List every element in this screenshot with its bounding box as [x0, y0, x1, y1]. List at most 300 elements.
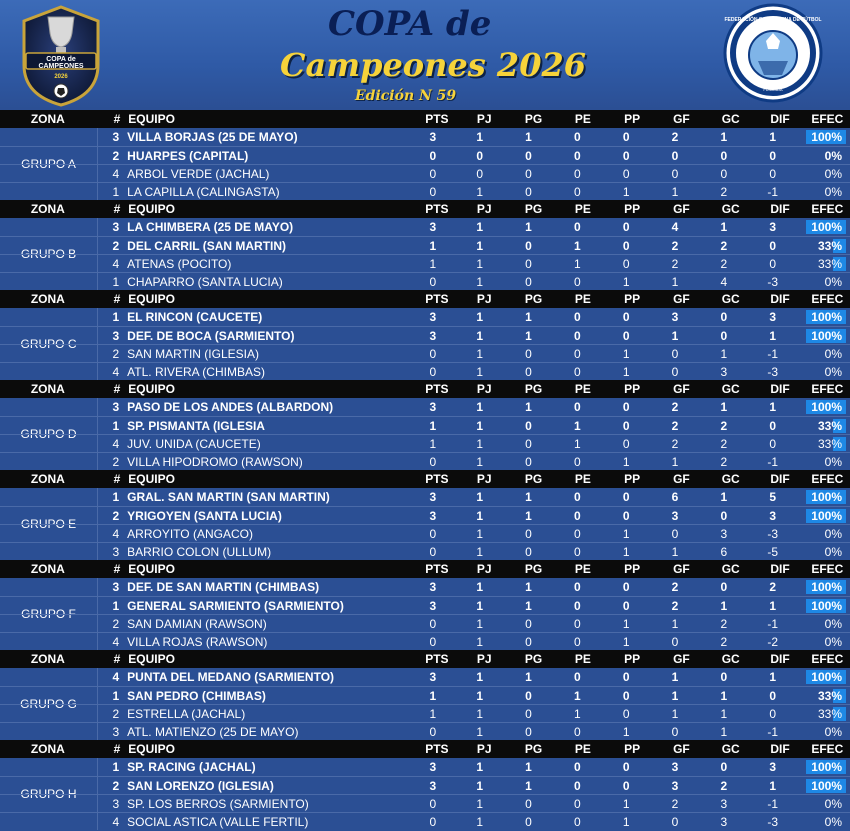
cell-pe: 1 — [574, 437, 581, 451]
cell-gc: 1 — [720, 347, 728, 361]
cell-pp: 0 — [622, 779, 630, 793]
cell-pg: 0 — [525, 707, 532, 721]
col-header-num: # — [113, 112, 121, 126]
group-block — [0, 560, 850, 650]
efec-value: 100% — [811, 580, 842, 594]
cell-pp: 1 — [622, 275, 630, 289]
cell-pts: 3 — [429, 400, 437, 414]
cell-pg: 1 — [525, 490, 532, 504]
cell-gf: 0 — [671, 167, 679, 181]
col-header-gc: GC — [721, 562, 740, 576]
team-name: DEL CARRIL (SAN MARTIN) — [127, 239, 287, 253]
col-header-efec: EFEC — [811, 202, 844, 216]
efec-value: 0% — [824, 347, 842, 361]
cell-pts: 0 — [429, 149, 437, 163]
cell-pts: 0 — [429, 797, 437, 811]
group-block — [0, 110, 850, 200]
col-header-pp: PP — [624, 112, 641, 126]
cell-pp: 1 — [622, 617, 630, 631]
efec-value: 33% — [817, 437, 842, 451]
cell-pts: 3 — [429, 329, 437, 343]
team-name: ARROYITO (ANGACO) — [127, 527, 253, 541]
table-header-row — [0, 650, 850, 668]
table-row — [0, 398, 850, 416]
cell-pp: 1 — [622, 365, 630, 379]
col-header-pts: PTS — [425, 472, 449, 486]
cell-pg: 0 — [525, 617, 532, 631]
cell-pts: 1 — [429, 257, 437, 271]
cell-dif: 1 — [769, 670, 776, 684]
cell-gf: 4 — [671, 220, 679, 234]
col-header-gc: GC — [721, 112, 740, 126]
cell-efec — [797, 758, 850, 776]
table-row — [0, 596, 850, 615]
cell-pj: 1 — [476, 239, 484, 253]
col-header-gf: GF — [673, 562, 690, 576]
col-header-pe: PE — [574, 652, 591, 666]
cell-dif: 1 — [769, 130, 776, 144]
cell-pts: 1 — [429, 689, 437, 703]
cell-pg: 0 — [525, 347, 532, 361]
team-name: EL RINCON (CAUCETE) — [127, 310, 263, 324]
cell-gf: 6 — [671, 490, 679, 504]
col-header-equipo: EQUIPO — [128, 562, 175, 576]
cell-gc: 0 — [720, 760, 728, 774]
col-header-gc: GC — [721, 472, 740, 486]
efec-value: 100% — [811, 310, 842, 324]
cell-dif: 0 — [769, 437, 776, 451]
cell-dif: -1 — [767, 185, 778, 199]
col-header-pj: PJ — [476, 742, 492, 756]
svg-text:FEDERACIÓN SANJUANINA DE FÚTBO: FEDERACIÓN SANJUANINA DE FÚTBOL — [724, 17, 822, 23]
efec-value: 100% — [811, 670, 842, 684]
cell-pg: 1 — [525, 400, 532, 414]
team-name: PASO DE LOS ANDES (ALBARDON) — [127, 400, 334, 414]
row-num: 4 — [112, 167, 120, 181]
col-header-pts: PTS — [425, 112, 449, 126]
team-name: DEF. DE SAN MARTIN (CHIMBAS) — [127, 580, 320, 594]
group-name: GRUPO D — [0, 398, 98, 470]
table-row — [0, 686, 850, 705]
cell-pts: 1 — [429, 707, 437, 721]
col-header-pg: PG — [524, 292, 543, 306]
cell-pj: 1 — [476, 670, 484, 684]
cell-pg: 1 — [525, 329, 532, 343]
cell-pj: 1 — [476, 329, 484, 343]
cell-pg: 1 — [525, 760, 532, 774]
col-header-gc: GC — [721, 652, 740, 666]
efec-value: 100% — [811, 220, 842, 234]
cell-pp: 0 — [622, 329, 630, 343]
group-name: GRUPO E — [0, 488, 98, 560]
cell-pg: 0 — [525, 797, 532, 811]
cell-efec — [797, 128, 850, 146]
cell-gc: 1 — [720, 599, 728, 613]
cell-efec — [797, 687, 850, 705]
cell-gf: 2 — [671, 130, 679, 144]
table-row — [0, 254, 850, 273]
col-header-dif: DIF — [770, 292, 790, 306]
table-row — [0, 434, 850, 453]
col-header-num: # — [113, 472, 121, 486]
copa-de-campeones-logo — [18, 3, 104, 107]
row-num: 4 — [112, 365, 120, 379]
cell-dif: 0 — [769, 149, 776, 163]
cell-gc: 1 — [720, 725, 728, 739]
cell-pj: 1 — [476, 419, 484, 433]
col-header-zona: ZONA — [30, 742, 65, 756]
cell-pe: 0 — [574, 760, 581, 774]
cell-pe: 0 — [574, 545, 581, 559]
col-header-pp: PP — [624, 742, 641, 756]
table-row — [0, 128, 850, 146]
table-row — [0, 794, 850, 813]
col-header-num: # — [113, 202, 121, 216]
cell-gc: 0 — [720, 167, 728, 181]
table-header-row — [0, 560, 850, 578]
col-header-pe: PE — [574, 742, 591, 756]
cell-pe: 0 — [574, 347, 581, 361]
cell-pj: 1 — [476, 365, 484, 379]
col-header-pe: PE — [574, 202, 591, 216]
cell-dif: 1 — [769, 779, 776, 793]
group-block — [0, 740, 850, 830]
cell-dif: -1 — [767, 725, 778, 739]
team-name: SAN MARTIN (IGLESIA) — [127, 347, 259, 361]
row-num: 3 — [112, 545, 120, 559]
row-num: 4 — [112, 257, 120, 271]
cell-gf: 1 — [671, 670, 679, 684]
col-header-dif: DIF — [770, 112, 790, 126]
table-row — [0, 218, 850, 236]
cell-gc: 2 — [720, 779, 728, 793]
efec-value: 0% — [824, 149, 842, 163]
cell-pj: 1 — [476, 635, 484, 649]
cell-pj: 1 — [476, 185, 484, 199]
cell-gf: 1 — [671, 617, 679, 631]
col-header-pe: PE — [574, 382, 591, 396]
table-row — [0, 182, 850, 201]
col-header-num: # — [113, 742, 121, 756]
cell-pts: 0 — [429, 455, 437, 469]
row-num: 4 — [112, 437, 120, 451]
cell-pj: 1 — [476, 779, 484, 793]
cell-gf: 1 — [671, 545, 679, 559]
col-header-equipo: EQUIPO — [128, 652, 175, 666]
cell-gf: 1 — [671, 455, 679, 469]
cell-dif: 0 — [769, 257, 776, 271]
team-name: GENERAL SARMIENTO (SARMIENTO) — [127, 599, 344, 613]
cell-dif: 2 — [769, 580, 776, 594]
cell-pts: 1 — [429, 419, 437, 433]
col-header-pp: PP — [624, 472, 641, 486]
cell-pe: 1 — [574, 419, 581, 433]
federacion-sanjuanina-logo — [722, 3, 824, 103]
cell-pg: 0 — [525, 455, 532, 469]
col-header-pj: PJ — [476, 382, 492, 396]
col-header-zona: ZONA — [30, 652, 65, 666]
col-header-pg: PG — [524, 112, 543, 126]
cell-pe: 0 — [574, 185, 581, 199]
team-name: SAN PEDRO (CHIMBAS) — [127, 689, 266, 703]
cell-efec — [797, 723, 850, 741]
col-header-num: # — [113, 382, 121, 396]
cell-dif: 3 — [769, 220, 776, 234]
cell-pp: 0 — [622, 130, 630, 144]
row-num: 1 — [112, 275, 120, 289]
group-name: GRUPO H — [0, 758, 98, 830]
table-row — [0, 308, 850, 326]
team-name: JUV. UNIDA (CAUCETE) — [127, 437, 261, 451]
col-header-pts: PTS — [425, 202, 449, 216]
cell-pj: 1 — [476, 437, 484, 451]
col-header-pe: PE — [574, 472, 591, 486]
cell-pts: 0 — [429, 275, 437, 289]
efec-value: 0% — [824, 725, 842, 739]
col-header-pts: PTS — [425, 562, 449, 576]
cell-gc: 3 — [720, 815, 728, 829]
cell-pts: 0 — [429, 527, 437, 541]
cell-pts: 0 — [429, 617, 437, 631]
cell-pts: 3 — [429, 599, 437, 613]
row-num: 1 — [112, 599, 120, 613]
group-name: GRUPO F — [0, 578, 98, 650]
row-num: 2 — [112, 779, 120, 793]
cell-pts: 0 — [429, 545, 437, 559]
cell-pts: 3 — [429, 220, 437, 234]
cell-pg: 0 — [525, 365, 532, 379]
col-header-efec: EFEC — [811, 742, 844, 756]
cell-gf: 1 — [671, 185, 679, 199]
cell-pp: 1 — [622, 725, 630, 739]
cell-pj: 1 — [476, 760, 484, 774]
cell-pe: 0 — [574, 617, 581, 631]
cell-pts: 0 — [429, 635, 437, 649]
cell-pp: 0 — [622, 707, 630, 721]
team-name: SP. LOS BERROS (SARMIENTO) — [127, 797, 309, 811]
col-header-zona: ZONA — [30, 562, 65, 576]
col-header-equipo: EQUIPO — [128, 472, 175, 486]
cell-efec — [797, 507, 850, 525]
row-num: 3 — [112, 580, 120, 594]
cell-gc: 0 — [720, 509, 728, 523]
row-num: 3 — [112, 400, 120, 414]
cell-gc: 1 — [720, 689, 728, 703]
cell-efec — [797, 525, 850, 543]
cell-pg: 1 — [525, 580, 532, 594]
cell-dif: 1 — [769, 329, 776, 343]
cell-dif: -5 — [767, 545, 778, 559]
col-header-pts: PTS — [425, 292, 449, 306]
cell-gc: 3 — [720, 797, 728, 811]
cell-gc: 2 — [720, 257, 728, 271]
col-header-pp: PP — [624, 292, 641, 306]
cell-efec — [797, 543, 850, 561]
cell-pe: 0 — [574, 275, 581, 289]
col-header-zona: ZONA — [30, 382, 65, 396]
row-num: 1 — [112, 310, 120, 324]
efec-value: 100% — [811, 760, 842, 774]
col-header-zona: ZONA — [30, 292, 65, 306]
cell-pj: 1 — [476, 130, 484, 144]
cell-pe: 1 — [574, 689, 581, 703]
cell-pg: 0 — [525, 275, 532, 289]
cell-efec — [797, 345, 850, 363]
col-header-pts: PTS — [425, 382, 449, 396]
cell-pe: 0 — [574, 329, 581, 343]
group-name: GRUPO A — [0, 128, 98, 200]
title-main: Campeones 2026 — [280, 46, 586, 84]
team-name: HUARPES (CAPITAL) — [127, 149, 249, 163]
table-row — [0, 812, 850, 831]
cell-gf: 1 — [671, 329, 679, 343]
col-header-num: # — [113, 562, 121, 576]
team-name: VILLA ROJAS (RAWSON) — [127, 635, 268, 649]
cell-efec — [797, 705, 850, 723]
cell-efec — [797, 273, 850, 291]
cell-efec — [797, 218, 850, 236]
col-header-pg: PG — [524, 562, 543, 576]
col-header-pj: PJ — [476, 292, 492, 306]
table-row — [0, 524, 850, 543]
cell-pts: 3 — [429, 310, 437, 324]
table-row — [0, 488, 850, 506]
cell-pts: 3 — [429, 130, 437, 144]
group-block — [0, 290, 850, 380]
col-header-equipo: EQUIPO — [128, 202, 175, 216]
row-num: 2 — [112, 149, 120, 163]
cell-gc: 2 — [720, 437, 728, 451]
cell-pg: 0 — [525, 419, 532, 433]
cell-gf: 1 — [671, 275, 679, 289]
cell-dif: 1 — [769, 400, 776, 414]
team-name: ATL. RIVERA (CHIMBAS) — [127, 365, 265, 379]
cell-pp: 0 — [622, 149, 630, 163]
cell-gc: 0 — [720, 149, 728, 163]
cell-pts: 0 — [429, 365, 437, 379]
cell-efec — [797, 255, 850, 273]
col-header-zona: ZONA — [30, 472, 65, 486]
cell-pg: 0 — [525, 815, 532, 829]
team-name: LA CHIMBERA (25 DE MAYO) — [127, 220, 294, 234]
team-name: ATL. MATIENZO (25 DE MAYO) — [127, 725, 299, 739]
cell-pj: 1 — [476, 257, 484, 271]
cell-pe: 0 — [574, 490, 581, 504]
cell-gc: 0 — [720, 329, 728, 343]
efec-value: 100% — [811, 779, 842, 793]
col-header-efec: EFEC — [811, 562, 844, 576]
cell-gc: 3 — [720, 527, 728, 541]
cell-efec — [797, 398, 850, 416]
cell-pg: 1 — [525, 130, 532, 144]
cell-pts: 3 — [429, 580, 437, 594]
cell-pp: 1 — [622, 455, 630, 469]
efec-value: 33% — [817, 707, 842, 721]
efec-value: 0% — [824, 527, 842, 541]
cell-pj: 1 — [476, 725, 484, 739]
cell-pe: 0 — [574, 220, 581, 234]
table-row — [0, 416, 850, 435]
col-header-equipo: EQUIPO — [128, 112, 175, 126]
efec-value: 100% — [811, 509, 842, 523]
cell-pe: 0 — [574, 797, 581, 811]
efec-value: 0% — [824, 275, 842, 289]
cell-gc: 4 — [720, 275, 728, 289]
team-name: SP. RACING (JACHAL) — [127, 760, 256, 774]
cell-gf: 2 — [671, 580, 679, 594]
col-header-gc: GC — [721, 382, 740, 396]
cell-gc: 2 — [720, 617, 728, 631]
cell-pp: 0 — [622, 400, 630, 414]
team-name: SP. PISMANTA (IGLESIA — [127, 419, 265, 433]
cell-pj: 0 — [476, 167, 484, 181]
team-name: PUNTA DEL MEDANO (SARMIENTO) — [127, 670, 335, 684]
cell-pg: 0 — [525, 725, 532, 739]
col-header-pp: PP — [624, 202, 641, 216]
cell-gf: 1 — [671, 707, 679, 721]
cell-pp: 0 — [622, 509, 630, 523]
table-row — [0, 578, 850, 596]
row-num: 2 — [112, 617, 120, 631]
cell-dif: 3 — [769, 509, 776, 523]
table-header-row — [0, 110, 850, 128]
col-header-pp: PP — [624, 382, 641, 396]
cell-pe: 0 — [574, 635, 581, 649]
cell-dif: -1 — [767, 347, 778, 361]
cell-dif: -3 — [767, 815, 778, 829]
cell-pe: 0 — [574, 670, 581, 684]
cell-pe: 0 — [574, 815, 581, 829]
col-header-pg: PG — [524, 742, 543, 756]
row-num: 2 — [112, 239, 120, 253]
cell-efec — [797, 183, 850, 201]
cell-pp: 0 — [622, 310, 630, 324]
cell-pg: 0 — [525, 185, 532, 199]
cell-pg: 1 — [525, 599, 532, 613]
cell-pg: 0 — [525, 689, 532, 703]
cell-gf: 2 — [671, 599, 679, 613]
table-row — [0, 704, 850, 723]
cell-gf: 3 — [671, 509, 679, 523]
cell-dif: -3 — [767, 365, 778, 379]
col-header-pe: PE — [574, 562, 591, 576]
cell-pp: 0 — [622, 167, 630, 181]
col-header-zona: ZONA — [30, 112, 65, 126]
cell-gf: 3 — [671, 310, 679, 324]
cell-pe: 0 — [574, 130, 581, 144]
col-header-efec: EFEC — [811, 292, 844, 306]
table-row — [0, 452, 850, 471]
cell-pts: 1 — [429, 239, 437, 253]
cell-efec — [797, 363, 850, 381]
group-block — [0, 200, 850, 290]
edition-label: Edición N 59 — [355, 88, 457, 104]
cell-pe: 0 — [574, 167, 581, 181]
svg-text:CAMPEONES: CAMPEONES — [38, 63, 84, 70]
col-header-equipo: EQUIPO — [128, 292, 175, 306]
table-row — [0, 758, 850, 776]
table-header-row — [0, 740, 850, 758]
cell-gc: 2 — [720, 185, 728, 199]
cell-pg: 0 — [525, 545, 532, 559]
team-name: ESTRELLA (JACHAL) — [127, 707, 246, 721]
cell-gc: 6 — [720, 545, 728, 559]
team-name: VILLA HIPODROMO (RAWSON) — [127, 455, 303, 469]
efec-value: 0% — [824, 185, 842, 199]
cell-pe: 0 — [574, 455, 581, 469]
col-header-dif: DIF — [770, 562, 790, 576]
cell-gf: 1 — [671, 689, 679, 703]
